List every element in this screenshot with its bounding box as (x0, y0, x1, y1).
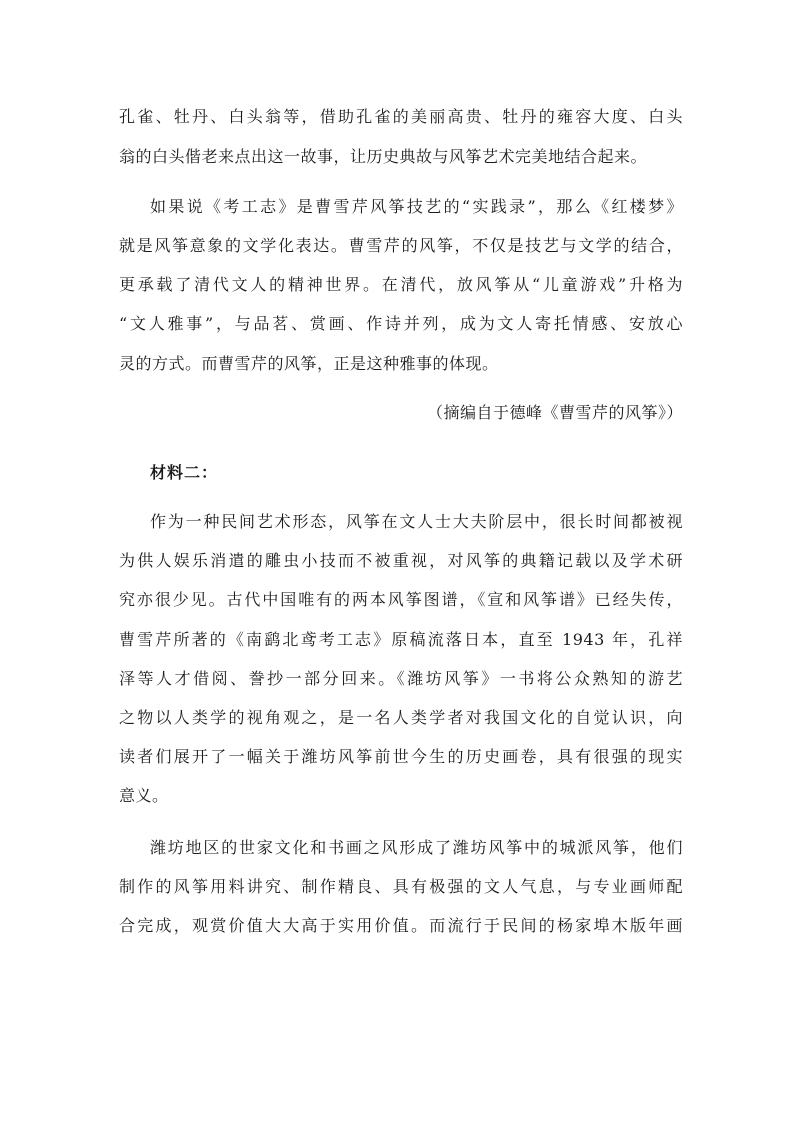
paragraph-3-line-5: 泽等人才借阅、誊抄一部分回来。《潍坊风筝》一书将公众熟知的游艺 (119, 669, 683, 688)
paragraph-3-line-8: 意义。 (119, 786, 169, 805)
paragraph-4-line-2: 制作的风筝用料讲究、制作精良、具有极强的文人气息，与专业画师配 (119, 877, 683, 896)
section-heading: 材料二： (150, 463, 219, 482)
paragraph-2-line-1: 如果说《考工志》是曹雪芹风筝技艺的“实践录”，那么《红楼梦》 (150, 197, 683, 216)
paragraph-2-line-2: 就是风筝意象的文学化表达。曹雪芹的风筝，不仅是技艺与文学的结合， (119, 236, 683, 255)
paragraph-3-line-2: 为供人娱乐消遣的雕虫小技而不被重视，对风筝的典籍记载以及学术研 (119, 551, 683, 570)
paragraph-3-line-1: 作为一种民间艺术形态，风筝在文人士大夫阶层中，很长时间都被视 (150, 512, 683, 531)
paragraph-2-line-5: 灵的方式。而曹雪芹的风筝，正是这种雅事的体现。 (119, 354, 499, 373)
paragraph-2-line-3: 更承载了清代文人的精神世界。在清代，放风筝从“儿童游戏”升格为 (119, 275, 683, 294)
paragraph-2-line-4: “文人雅事”，与品茗、赏画、作诗并列，成为文人寄托情感、安放心 (119, 314, 683, 333)
paragraph-3-line-3: 究亦很少见。古代中国唯有的两本风筝图谱，《宣和风筝谱》已经失传， (119, 590, 683, 609)
paragraph-1-line-1: 孔雀、牡丹、白头翁等，借助孔雀的美丽高贵、牡丹的雍容大度、白头 (119, 107, 683, 126)
paragraph-3-line-6: 之物以人类学的视角观之，是一名人类学者对我国文化的自觉认识，向 (119, 708, 683, 727)
citation-1: （摘编自于德峰《曹雪芹的风筝》） (426, 403, 683, 422)
paragraph-4-line-1: 潍坊地区的世家文化和书画之风形成了潍坊风筝中的城派风筝，他们 (150, 838, 683, 857)
paragraph-3-line-4: 曹雪芹所著的《南鹞北鸢考工志》原稿流落日本，直至 1943 年，孔祥 (119, 630, 683, 649)
paragraph-3-line-7: 读者们展开了一幅关于潍坊风筝前世今生的历史画卷，具有很强的现实 (119, 747, 683, 766)
paragraph-4-line-3: 合完成，观赏价值大大高于实用价值。而流行于民间的杨家埠木版年画 (119, 916, 683, 935)
paragraph-1-line-2: 翁的白头偕老来点出这一故事，让历史典故与风筝艺术完美地结合起来。 (119, 147, 648, 166)
